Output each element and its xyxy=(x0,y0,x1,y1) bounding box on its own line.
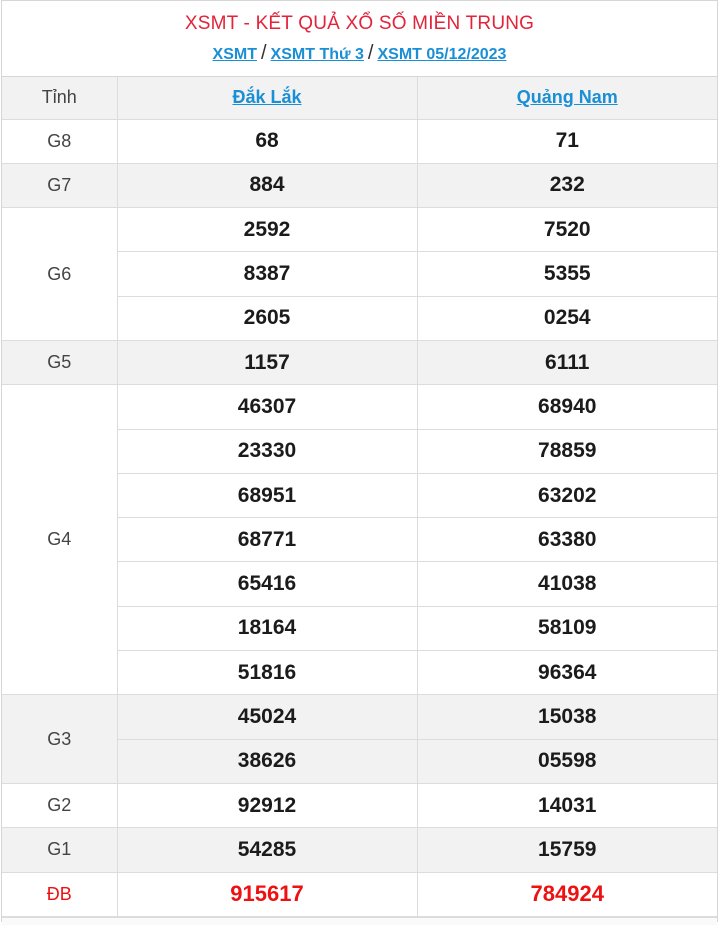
prize-number-daklak: 915617 xyxy=(117,872,417,916)
prize-number-daklak: 1157 xyxy=(117,340,417,384)
prize-label: G7 xyxy=(2,163,117,207)
breadcrumb-weekday-link[interactable]: XSMT Thứ 3 xyxy=(270,46,364,63)
table-row xyxy=(2,783,717,827)
table-header-row xyxy=(2,77,717,119)
prize-number-daklak: 65416 xyxy=(117,562,417,606)
prize-number-quangnam: 6111 xyxy=(417,340,717,384)
prize-number-daklak: 884 xyxy=(117,163,417,207)
prize-number-quangnam: 7520 xyxy=(417,208,717,252)
page-title: XSMT - KẾT QUẢ XỔ SỐ MIỀN TRUNG xyxy=(184,13,535,34)
breadcrumb-separator: / xyxy=(367,42,374,64)
prize-label: G2 xyxy=(2,783,117,827)
prize-label: G5 xyxy=(2,340,117,384)
prize-number-quangnam: 784924 xyxy=(417,872,717,916)
prize-number-quangnam: 63380 xyxy=(417,518,717,562)
prize-label: ĐB xyxy=(2,872,117,916)
breadcrumb xyxy=(2,41,717,67)
table-footer xyxy=(2,917,717,925)
table-row xyxy=(2,828,717,872)
results-table xyxy=(2,77,717,917)
prize-number-daklak: 46307 xyxy=(117,385,417,429)
results-header xyxy=(2,1,717,77)
prize-number-quangnam: 5355 xyxy=(417,252,717,296)
prize-number-quangnam: 232 xyxy=(417,163,717,207)
table-row xyxy=(2,695,717,739)
prize-label: G6 xyxy=(2,208,117,341)
province-link-quangnam[interactable]: Quảng Nam xyxy=(516,87,618,108)
province-header-quangnam xyxy=(417,77,717,119)
prize-number-daklak: 23330 xyxy=(117,429,417,473)
prize-number-daklak: 18164 xyxy=(117,606,417,650)
prize-number-daklak: 54285 xyxy=(117,828,417,872)
prize-number-daklak: 51816 xyxy=(117,651,417,695)
breadcrumb-separator: / xyxy=(260,42,267,64)
table-row xyxy=(2,340,717,384)
prize-label: G4 xyxy=(2,385,117,695)
prize-number-daklak: 92912 xyxy=(117,783,417,827)
breadcrumb-date-link[interactable]: XSMT 05/12/2023 xyxy=(377,46,507,63)
province-header-daklak xyxy=(117,77,417,119)
prize-number-daklak: 68 xyxy=(117,119,417,163)
prize-number-quangnam: 15759 xyxy=(417,828,717,872)
prize-number-daklak: 2592 xyxy=(117,208,417,252)
prize-number-quangnam: 0254 xyxy=(417,296,717,340)
prize-number-daklak: 68771 xyxy=(117,518,417,562)
table-row xyxy=(2,163,717,207)
table-row xyxy=(2,385,717,429)
prize-number-quangnam: 71 xyxy=(417,119,717,163)
prize-number-daklak: 8387 xyxy=(117,252,417,296)
prize-number-quangnam: 63202 xyxy=(417,473,717,517)
province-column-header: Tỉnh xyxy=(2,77,117,119)
prize-number-daklak: 2605 xyxy=(117,296,417,340)
table-row xyxy=(2,872,717,916)
prize-number-quangnam: 96364 xyxy=(417,651,717,695)
results-body xyxy=(2,119,717,916)
prize-number-quangnam: 41038 xyxy=(417,562,717,606)
prize-label: G1 xyxy=(2,828,117,872)
table-row xyxy=(2,208,717,252)
prize-number-daklak: 68951 xyxy=(117,473,417,517)
table-row xyxy=(2,119,717,163)
prize-number-quangnam: 05598 xyxy=(417,739,717,783)
prize-number-quangnam: 14031 xyxy=(417,783,717,827)
prize-number-quangnam: 15038 xyxy=(417,695,717,739)
breadcrumb-xsmt-link[interactable]: XSMT xyxy=(212,46,257,63)
prize-number-quangnam: 68940 xyxy=(417,385,717,429)
prize-number-daklak: 45024 xyxy=(117,695,417,739)
prize-label: G3 xyxy=(2,695,117,784)
prize-label: G8 xyxy=(2,119,117,163)
prize-number-quangnam: 78859 xyxy=(417,429,717,473)
province-link-daklak[interactable]: Đắk Lắk xyxy=(232,87,302,108)
results-panel xyxy=(1,0,718,922)
prize-number-quangnam: 58109 xyxy=(417,606,717,650)
prize-number-daklak: 38626 xyxy=(117,739,417,783)
